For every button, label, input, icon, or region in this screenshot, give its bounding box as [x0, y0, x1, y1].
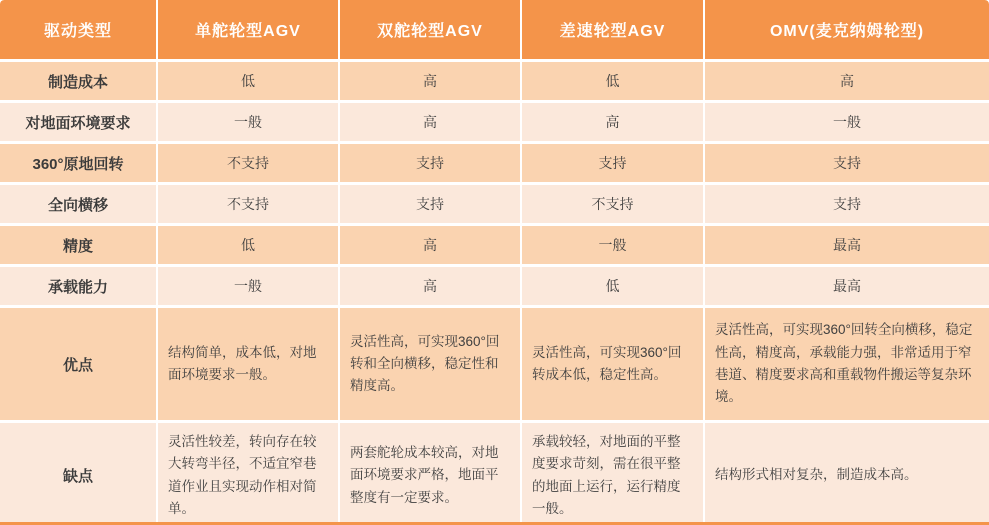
row-label-omnidirectional-move: 全向横移: [0, 185, 156, 223]
table-cell: 结构形式相对复杂，制造成本高。: [705, 423, 989, 525]
table-cell: 最高: [705, 226, 989, 264]
table-cell: 一般: [522, 226, 703, 264]
table-cell: 低: [158, 226, 338, 264]
header-dual-steer: 双舵轮型AGV: [340, 0, 520, 59]
row-label-load-capacity: 承载能力: [0, 267, 156, 305]
table-cell: 一般: [158, 103, 338, 141]
table-cell: 支持: [705, 144, 989, 182]
table-cell: 不支持: [522, 185, 703, 223]
row-label-precision: 精度: [0, 226, 156, 264]
table-cell: 灵活性高，可实现360°回转和全向横移，稳定性和精度高。: [340, 308, 520, 420]
row-label-advantages: 优点: [0, 308, 156, 420]
table-cell: 高: [340, 267, 520, 305]
table-cell: 支持: [705, 185, 989, 223]
table-cell: 支持: [522, 144, 703, 182]
table-cell: 最高: [705, 267, 989, 305]
header-drive-type: 驱动类型: [0, 0, 156, 59]
header-omv-mecanum: OMV(麦克纳姆轮型): [705, 0, 989, 59]
table-cell: 结构简单，成本低，对地面环境要求一般。: [158, 308, 338, 420]
table-cell: 不支持: [158, 144, 338, 182]
table-cell: 高: [340, 62, 520, 100]
table-cell: 低: [522, 62, 703, 100]
table-cell: 一般: [705, 103, 989, 141]
header-single-steer: 单舵轮型AGV: [158, 0, 338, 59]
row-label-disadvantages: 缺点: [0, 423, 156, 525]
table-cell: 高: [522, 103, 703, 141]
row-label-360-rotation: 360°原地回转: [0, 144, 156, 182]
table-cell: 支持: [340, 144, 520, 182]
row-label-manufacturing-cost: 制造成本: [0, 62, 156, 100]
table-cell: 承载较轻，对地面的平整度要求苛刻，需在很平整的地面上运行，运行精度一般。: [522, 423, 703, 525]
table-cell: 不支持: [158, 185, 338, 223]
table-cell: 灵活性较差，转向存在较大转弯半径，不适宜窄巷道作业且实现动作相对简单。: [158, 423, 338, 525]
table-cell: 支持: [340, 185, 520, 223]
table-cell: 灵活性高，可实现360°回转全向横移，稳定性高，精度高，承载能力强，非常适用于窄巷道、精度要求高和重载物件搬运等复杂环境。: [705, 308, 989, 420]
table-cell: 高: [340, 103, 520, 141]
table-cell: 高: [705, 62, 989, 100]
table-cell: 一般: [158, 267, 338, 305]
row-label-ground-requirement: 对地面环境要求: [0, 103, 156, 141]
header-differential: 差速轮型AGV: [522, 0, 703, 59]
table-cell: 灵活性高，可实现360°回转成本低，稳定性高。: [522, 308, 703, 420]
table-cell: 高: [340, 226, 520, 264]
table-cell: 低: [158, 62, 338, 100]
table-cell: 两套舵轮成本较高，对地面环境要求严格，地面平整度有一定要求。: [340, 423, 520, 525]
table-cell: 低: [522, 267, 703, 305]
